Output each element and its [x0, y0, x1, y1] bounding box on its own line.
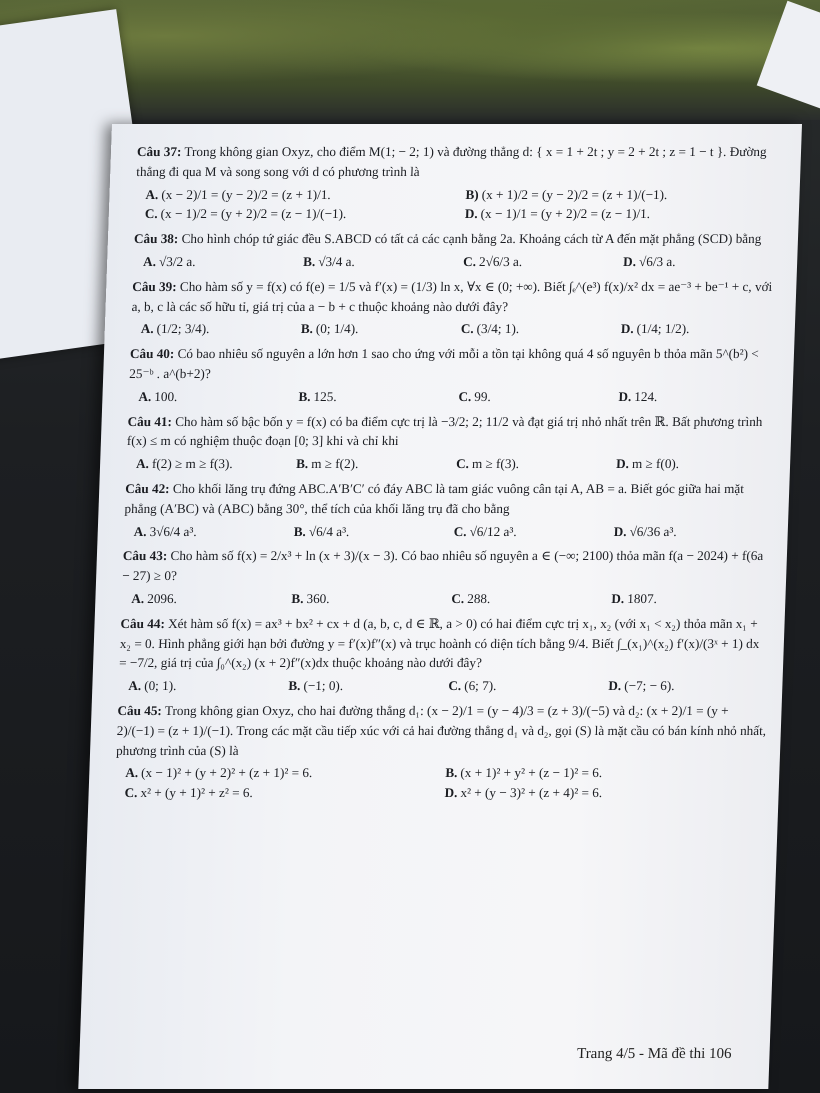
option-text: (x − 2)/1 = (y − 2)/2 = (z + 1)/1.	[161, 186, 332, 202]
option-text: √6/36 a³.	[629, 523, 677, 539]
question-number: Câu 45:	[117, 702, 163, 718]
question-number: Câu 42:	[125, 480, 170, 496]
option-label: A.	[133, 523, 147, 539]
option-label: B.	[302, 253, 316, 269]
option-label: A.	[145, 186, 159, 202]
option-text: (0; 1).	[143, 678, 177, 694]
option-text: f(2) ≥ m ≥ f(3).	[151, 456, 233, 472]
question	[133, 229, 784, 272]
answer-option	[616, 454, 777, 474]
answer-option	[456, 454, 617, 474]
answer-option	[623, 252, 784, 272]
question-text: Xét hàm số f(x) = ax³ + bx² + cx + d (a, b, c, d ∈ ℝ, a > 0) có hai điểm cực trị x₁, x₂ (với x₁ < x₂) thỏa mãn x₁ + x₂ = 0. Hình phẳng giới hạn bởi đường y = f′(x)f″(x) và trục hoành có diện tích bằng 9/4. Biết ∫_(x₁)^(x₂) f′(x)/(3ˣ + 1) dx = −7/2, giá trị của ∫₀^(x₂) (x + 2)f″(x)dx thuộc khoảng nào dưới đây?	[118, 615, 760, 671]
question-number: Câu 43:	[122, 548, 168, 564]
page-footer: Trang 4/5 - Mã đề thi 106	[576, 1046, 732, 1062]
option-label: B.	[291, 590, 304, 606]
option-text: 124.	[634, 388, 658, 404]
question	[114, 701, 768, 803]
option-text: (3/4; 1).	[476, 321, 520, 337]
option-label: D.	[618, 388, 632, 404]
option-text: √3/2 a.	[158, 253, 196, 269]
option-text: √3/4 a.	[318, 253, 356, 269]
answer-option	[618, 387, 779, 407]
option-label: D.	[615, 456, 630, 472]
answer-option	[458, 387, 619, 407]
question-number: Câu 38:	[133, 231, 179, 247]
option-text: 3√6/4 a³.	[149, 523, 197, 539]
option-label: A.	[138, 388, 152, 404]
option-label: B.	[300, 321, 314, 337]
option-label: C.	[124, 785, 138, 801]
question	[130, 277, 782, 339]
answer-option	[611, 589, 772, 609]
answer-option	[133, 522, 294, 542]
answer-option	[463, 252, 624, 272]
option-text: 2096.	[146, 590, 178, 606]
option-text: √6/3 a.	[638, 253, 676, 269]
option-text: m ≥ f(2).	[310, 456, 359, 472]
answer-option	[465, 204, 786, 224]
option-label: C.	[455, 456, 470, 472]
option-label: C.	[462, 253, 477, 269]
option-label: A.	[125, 765, 139, 781]
answer-option	[465, 185, 786, 205]
exam-sheet	[78, 124, 802, 1089]
option-label: A.	[128, 678, 142, 694]
answer-option	[300, 319, 461, 339]
option-label: B.	[295, 456, 309, 472]
option-label: C.	[448, 678, 462, 694]
option-text: (x − 1)/2 = (y + 2)/2 = (z − 1)/(−1).	[160, 206, 347, 222]
question-number: Câu 40:	[129, 346, 175, 362]
answer-option	[444, 783, 765, 803]
option-text: (x + 1)² + y² + (z − 1)² = 6.	[460, 765, 603, 781]
question-text: Cho hàm số y = f(x) có f(e) = 1/5 và f′(x) = (1/3) ln x, ∀x ∈ (0; +∞). Biết ∫ₑ^(e³) f(x)/x² dx = ae⁻³ + be⁻¹ + c, với a, b, c là các số hữu tỉ, giá trị của a − b + c thuộc khoảng nào dưới đây?	[131, 278, 773, 314]
answer-option	[124, 783, 445, 803]
option-text: 1807.	[626, 590, 658, 606]
option-label: D.	[444, 785, 458, 801]
option-text: (6; 7).	[463, 678, 497, 694]
question-number: Câu 39:	[132, 278, 177, 294]
option-label: A.	[135, 456, 150, 472]
option-text: 288.	[466, 590, 491, 606]
option-label: B.	[288, 678, 301, 694]
answer-option	[291, 589, 452, 609]
answer-option	[613, 522, 774, 542]
option-label: D.	[620, 321, 634, 337]
answer-option	[128, 676, 289, 696]
question	[118, 614, 771, 696]
option-label: D.	[611, 590, 625, 606]
answer-option	[445, 763, 766, 783]
answer-option	[303, 252, 464, 272]
question-number: Câu 44:	[120, 615, 166, 631]
option-text: 2√6/3 a.	[478, 253, 523, 269]
question-text: Trong không gian Oxyz, cho điểm M(1; − 2; 1) và đường thẳng d: { x = 1 + 2t ; y = 2 + 2t ; z = 1 − t }. Đường thẳng đi qua M và song song với d có phương trình là	[136, 144, 767, 179]
question-text: Cho hình chóp tứ giác đều S.ABCD có tất cả các cạnh bằng 2a. Khoảng cách từ A đến mặt phẳng (SCD) bằng	[181, 231, 762, 247]
option-text: m ≥ f(3).	[471, 456, 520, 472]
option-text: 100.	[154, 388, 178, 404]
option-label: C.	[458, 388, 472, 404]
answer-option	[143, 252, 304, 272]
option-label: C.	[451, 590, 465, 606]
question	[121, 546, 773, 608]
option-text: (1/4; 1/2).	[636, 321, 690, 337]
answer-option	[448, 676, 609, 696]
question-text: Cho hàm số f(x) = 2/x³ + ln (x + 3)/(x − 3). Có bao nhiêu số nguyên a ∈ (−∞; 2100) thỏa mãn f(a − 2024) + f(6a − 27) ≥ 0?	[121, 548, 764, 584]
option-label: A.	[140, 321, 154, 337]
answer-option	[453, 522, 614, 542]
option-text: (x − 1)² + (y + 2)² + (z + 1)² = 6.	[140, 765, 313, 781]
question	[135, 142, 788, 224]
answer-option	[296, 454, 457, 474]
option-text: (−7; − 6).	[623, 678, 675, 694]
option-text: (0; 1/4).	[315, 321, 359, 337]
option-text: (x + 1)/2 = (y − 2)/2 = (z + 1)/(−1).	[481, 186, 668, 202]
option-text: (x − 1)/1 = (y + 2)/2 = (z − 1)/1.	[480, 206, 651, 222]
question-number: Câu 37:	[136, 144, 182, 159]
question-text: Cho hàm số bậc bốn y = f(x) có ba điểm cực trị là −3/2; 2; 11/2 và đạt giá trị nhỏ nhất trên ℝ. Bất phương trình f(x) ≤ m có nghiệm thuộc đoạn [0; 3] khi và chỉ khi	[126, 413, 763, 449]
option-label: A.	[131, 590, 145, 606]
answer-option	[131, 589, 292, 609]
question-text: Cho khối lăng trụ đứng ABC.A′B′C′ có đáy ABC là tam giác vuông cân tại A, AB = a. Biết góc giữa hai mặt phẳng (A′BC) và (ABC) bằng 30°, thể tích của khối lăng trụ đã cho bằng	[124, 480, 745, 516]
answer-option	[298, 387, 459, 407]
option-text: 125.	[313, 388, 337, 404]
option-label: D.	[464, 206, 478, 222]
option-label: B.	[293, 523, 307, 539]
option-label: B.	[298, 388, 311, 404]
question-text: Có bao nhiêu số nguyên a lớn hơn 1 sao cho ứng với mỗi a tồn tại không quá 4 số nguyên b thỏa mãn 5^(b²) < 25⁻ᵇ . a^(b+2)?	[129, 346, 760, 381]
option-label: A.	[142, 253, 157, 269]
option-text: x² + (y + 1)² + z² = 6.	[140, 785, 254, 801]
answer-option	[140, 319, 301, 339]
question	[123, 479, 775, 541]
answer-option	[460, 319, 621, 339]
answer-option	[620, 319, 781, 339]
option-text: √6/4 a³.	[308, 523, 350, 539]
answer-option	[451, 589, 612, 609]
answer-option	[125, 763, 446, 783]
answer-option	[145, 204, 466, 224]
option-text: m ≥ f(0).	[631, 456, 680, 472]
answer-option	[145, 185, 466, 205]
option-text: 360.	[306, 590, 330, 606]
option-label: C.	[453, 523, 467, 539]
option-text: 99.	[474, 388, 492, 404]
question	[126, 412, 778, 474]
option-label: D.	[622, 253, 637, 269]
option-label: B)	[465, 186, 480, 202]
option-label: C.	[460, 321, 474, 337]
option-label: D.	[608, 678, 622, 694]
option-label: B.	[445, 765, 458, 781]
question-text: Trong không gian Oxyz, cho hai đường thẳng d₁: (x − 2)/1 = (y − 4)/3 = (z + 3)/(−5) và d₂: (x + 2)/1 = (y + 2)/(−1) = (z + 1)/(−1). Trong các mặt cầu tiếp xúc với cả hai đường thẳng d₁ và d₂, gọi (S) là mặt cầu có bán kính nhỏ nhất, phương trình của (S) là	[115, 702, 767, 758]
answer-option	[136, 454, 297, 474]
answer-option	[608, 676, 769, 696]
option-text: x² + (y − 3)² + (z + 4)² = 6.	[460, 785, 603, 801]
questions-list	[114, 142, 787, 808]
answer-option	[288, 676, 449, 696]
option-text: (1/2; 3/4).	[156, 321, 210, 337]
question-number: Câu 41:	[127, 413, 173, 429]
answer-option	[138, 387, 299, 407]
question	[128, 344, 780, 406]
answer-option	[293, 522, 454, 542]
option-text: (−1; 0).	[303, 678, 344, 694]
option-text: √6/12 a³.	[469, 523, 517, 539]
option-label: D.	[613, 523, 627, 539]
option-label: C.	[144, 206, 158, 222]
